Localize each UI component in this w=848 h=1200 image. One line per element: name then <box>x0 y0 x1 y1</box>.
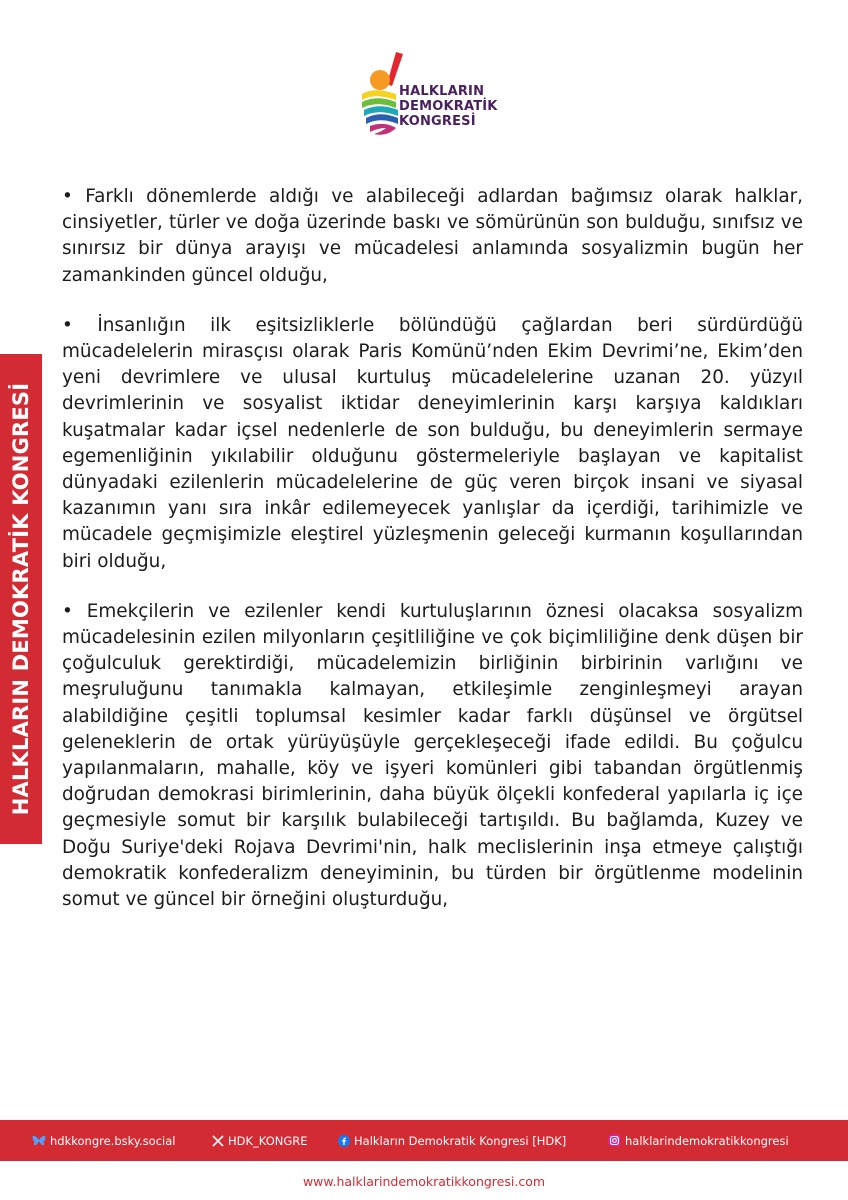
bluesky-handle: hdkkongre.bsky.social <box>50 1133 176 1148</box>
logo-text-line1: HALKLARIN <box>399 84 485 99</box>
instagram-handle: halklarindemokratikkongresi <box>625 1133 789 1148</box>
logo-text-line3: KONGRESİ <box>399 114 476 129</box>
facebook-icon <box>338 1135 350 1147</box>
hdk-logo <box>356 44 506 144</box>
paragraph-3: • Emekçilerin ve ezilenler kendi kurtuluşlarının öznesi olacaksa sosyalizm mücadelesinin ezilen milyonların çeşitliliğine ve çok biçimliliğine denk düşen bir çoğulculuk gerektirdiği, mücadelemizin birliğinin birbirinin varlığını ve meşruluğunu tanımakla kalmayan, etkileşimle zenginleşmeyi arayan alabildiğine çeşitli toplumsal kesimler kadar farklı düşünsel ve örgütsel geleneklerin de ortak yürüyüşüyle gerçekleşeceği ifade edildi. Bu çoğulcu yapılanmaların, mahalle, köy ve işyeri komünleri gibi tabandan örgütlenmiş doğrudan demokrasi birimlerinin, daha büyük ölçekli konfederal yapılarla iç içe geçmesiyle somut bir karşılık bulabileceği tartışıldı. Bu bağlamda, Kuzey ve Doğu Suriye'deki Rojava Devrimi'nin, halk meclislerinin inşa etmeye çalıştığı demokratik konfederalizm deneyiminin, bu türden bir örgütlenme modelinin somut ve güncel bir örneğini oluşturduğu, <box>62 600 803 911</box>
facebook-handle: Halkların Demokratik Kongresi [HDK] <box>354 1133 567 1148</box>
paragraph-1: • Farklı dönemlerde aldığı ve alabileceği adlardan bağımsız olarak halklar, cinsiyetler, türler ve doğa üzerinde baskı ve sömürünün son bulduğu, sınıfsız ve sınırsız bir dünya arayışı ve mücadelesi anlamında sosyalizmin bugün her zamankinden güncel olduğu, <box>62 186 803 286</box>
social-footer <box>0 1120 848 1161</box>
sidebar-title: HALKLARIN DEMOKRATİK KONGRESİ <box>9 382 33 816</box>
facebook-link[interactable] <box>338 1120 566 1161</box>
logo-text-line2: DEMOKRATİK <box>399 99 498 114</box>
website-url[interactable]: www.halklarindemokratikkongresi.com <box>302 1174 546 1189</box>
x-handle: HDK_KONGRE <box>228 1133 308 1148</box>
sidebar-band <box>0 354 42 844</box>
paragraph-2: • İnsanlığın ilk eşitsizliklerle bölündüğü çağlardan beri sürdürdüğü mücadelelerin mirasçısı olarak Paris Komünü’nden Ekim Devrimi’ne, Ekim’den yeni devrimlere ve ulusal kurtuluş mücadelelerine uzanan 20. yüzyıl devrimlerinin ve sosyalist iktidar deneyimlerinin karşı karşıya kaldıkları kuşatmalar kadar içsel nedenlerle de son bulduğu, bu deneyimlerin sermaye egemenliğinin yıkılabilir olduğunu göstermeleriyle başlayan ve kapitalist dünyadaki ezilenlerin mücadelelerine de güç veren birçok insani ve siyasal kazanımın yanı sıra inkâr edilemeyecek yanlışlar da içerdiği, tarihimizle ve mücadele geçmişimizle eleştirel yüzleşmenin geleceği kurmanın koşullarından biri olduğu, <box>62 314 803 572</box>
bluesky-link[interactable] <box>32 1120 175 1161</box>
bluesky-icon <box>32 1135 46 1147</box>
x-link[interactable] <box>212 1120 308 1161</box>
instagram-link[interactable] <box>608 1120 789 1161</box>
document-body <box>62 184 803 937</box>
instagram-icon <box>608 1134 621 1147</box>
x-icon <box>212 1135 224 1147</box>
